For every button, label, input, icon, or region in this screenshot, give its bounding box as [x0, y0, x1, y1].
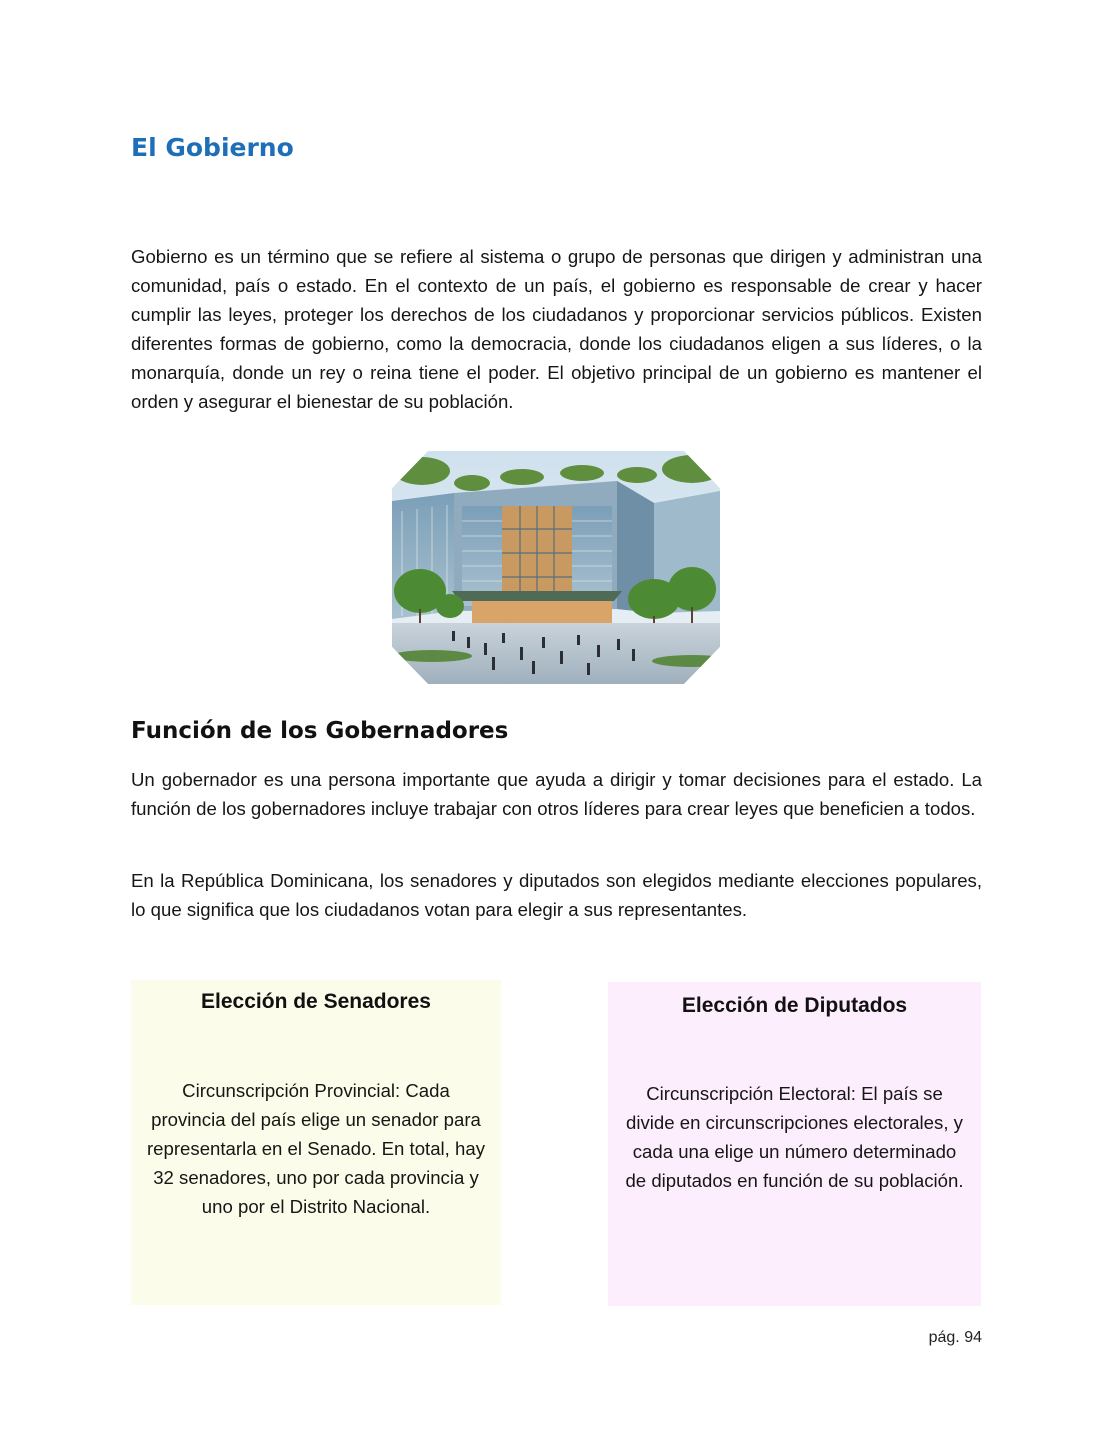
- section-title: Función de los Gobernadores: [131, 718, 509, 744]
- elections-paragraph: En la República Dominicana, los senadores y diputados son elegidos mediante elecciones populares, lo que significa que los ciudadanos votan para elegir a sus representantes.: [131, 870, 982, 920]
- intro-paragraph: Gobierno es un término que se refiere al sistema o grupo de personas que dirigen y administran una comunidad, país o estado. En el contexto de un país, el gobierno es responsable de crear y hacer cumplir las leyes, proteger los derechos de los ciudadanos y proporcionar servicios públicos. Existen diferentes formas de gobierno, como la democracia, donde los ciudadanos eligen a sus líderes, o la monarquía, donde un rey o reina tiene el poder. El objetivo principal de un gobierno es mantener el orden y asegurar el bienestar de su población.: [131, 246, 982, 412]
- governors-paragraph: Un gobernador es una persona importante que ayuda a dirigir y tomar decisiones para el estado. La función de los gobernadores incluye trabajar con otros líderes para crear leyes que beneficien a todos.: [131, 769, 982, 819]
- deputies-box-text: Circunscripción Electoral: El país se divide en circunscripciones electorales, y cada una elige un número determinado de diputados en función de su población.: [625, 1083, 964, 1191]
- page-title: El Gobierno: [131, 133, 294, 162]
- senators-box: [131, 980, 501, 1305]
- senators-box-title: Elección de Senadores: [201, 990, 431, 1013]
- government-building-image: [392, 451, 720, 684]
- page-number: pág. 94: [928, 1329, 982, 1346]
- senators-box-text: Circunscripción Provincial: Cada provincia del país elige un senador para representarla en el Senado. En total, hay 32 senadores, uno por cada provincia y uno por el Distrito Nacional.: [146, 1080, 485, 1217]
- deputies-box-title: Elección de Diputados: [681, 994, 908, 1017]
- deputies-box: [608, 982, 981, 1306]
